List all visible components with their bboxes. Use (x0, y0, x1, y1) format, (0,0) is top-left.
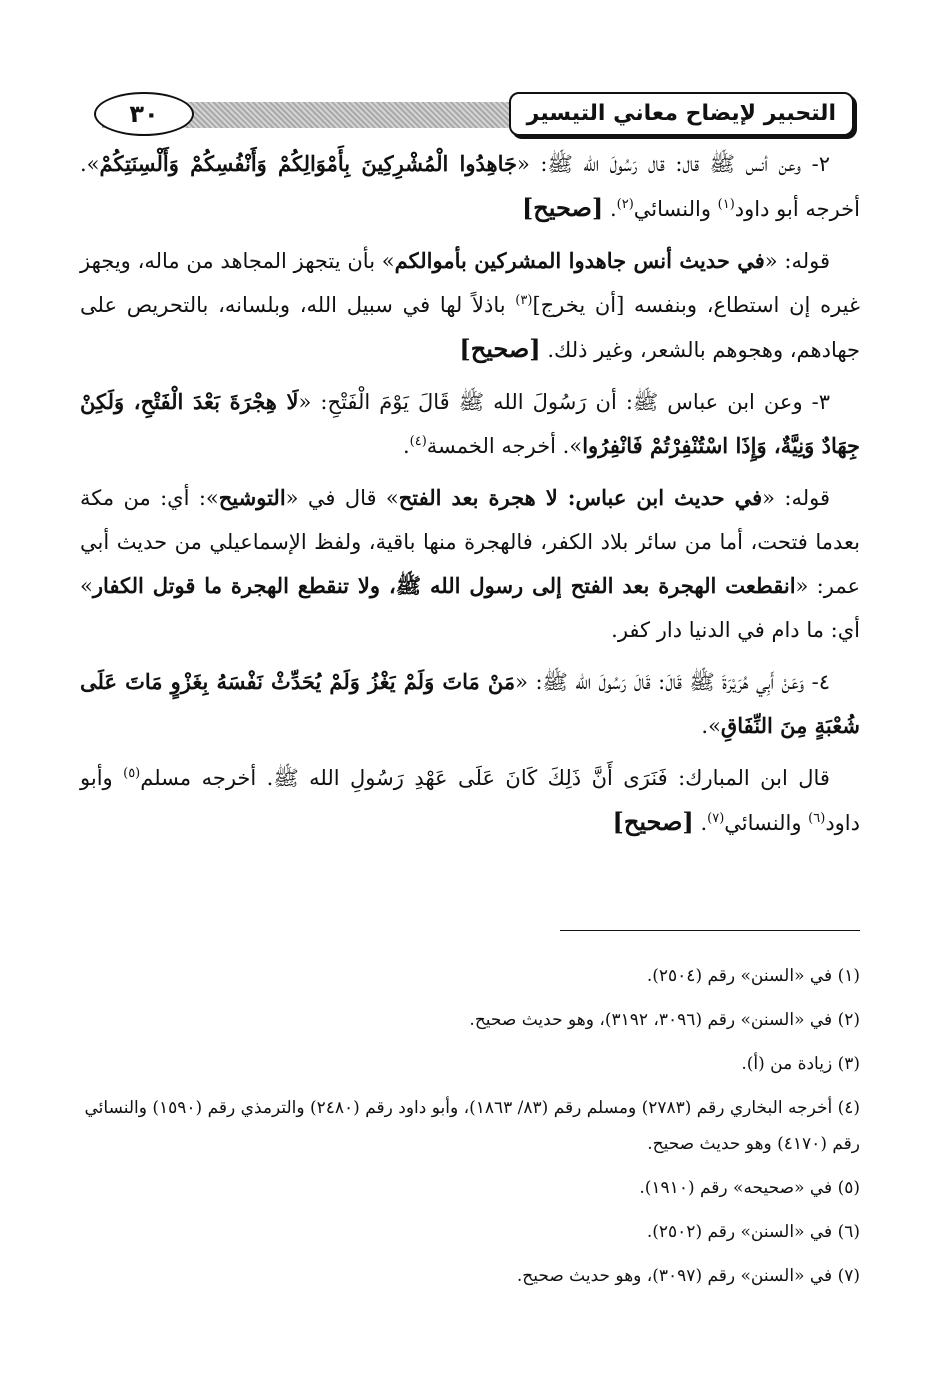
page-number: ٣٠ (94, 92, 194, 136)
hadith-4-paragraph (80, 660, 860, 748)
footnote-ref: (٦) (808, 811, 826, 826)
hadith-2-intro: ٢- وعن أنس ﷺ قال: قال رَسُولَ الله ﷺ: « (516, 152, 830, 176)
commentary-text-2: باذلاً لها في سبيل الله، وبلسانه، بالتحريص على جهادهم، وهجوهم بالشعر، وغير ذلك. (80, 293, 860, 362)
quote-and-source: قال ابن المبارك: فَنَرَى أَنَّ ذَلِكَ كَانَ عَلَى عَهْدِ رَسُولِ الله ﷺ. أخرجه مسلم (140, 766, 830, 790)
hadith-4-intro: ٤- وَعَنْ أَبِي هُرَيْرَةَ ﷺ قَالَ: قَالَ رَسُولَ الله ﷺ: « (515, 670, 830, 694)
grade-label: [صحيح] (612, 807, 694, 836)
hadith-3-intro: ٣- وعن ابن عباس ﷺ: أن رَسُولَ الله ﷺ قَالَ يَوْمَ الْفَتْحِ: « (298, 390, 831, 414)
hadith-3-source: ». أخرجه الخمسة (426, 434, 583, 458)
footnote-ref: (٤) (409, 434, 427, 449)
commentary-quote-2: انقطعت الهجرة بعد الفتح إلى رسول الله ﷺ، ولا تنقطع الهجرة ما قوتل الكفار (92, 573, 796, 598)
footnote-1: (١) في «السنن» رقم (٢٥٠٤). (646, 966, 860, 986)
hadith-4-text: مَنْ مَاتَ وَلَمْ يَغْزُ وَلَمْ يُحَدِّثْ نَفْسَهُ بِغَزْوٍ مَاتَ عَلَى شُعْبَةٍ مِنَ النِّفَاقِ (80, 669, 860, 738)
hadith-2-source: ». أخرجه أبو داود (80, 152, 860, 221)
footnote-divider (560, 930, 860, 931)
page-header (82, 88, 862, 144)
footnote-ref: (١) (717, 197, 735, 212)
punctuation: . (693, 811, 708, 835)
footnote-2: (٢) في «السنن» رقم (٣٠٩٦، ٣١٩٢)، وهو حديث صحيح. (469, 1010, 860, 1030)
commentary-text: » بأن يتجهز المجاهد من ماله، ويجهز غيره إن استطاع، وبنفسه [أن يخرج] (80, 249, 860, 317)
hadith-2-paragraph (80, 142, 860, 231)
footnote-ref: (٣) (515, 293, 533, 308)
source-text-2: والنسائي (724, 811, 809, 835)
main-text (80, 142, 860, 853)
book-title: التحبير لإيضاح معاني التيسير (509, 92, 854, 136)
commentary-quote: في حديث ابن عباس: لا هجرة بعد الفتح (398, 485, 763, 510)
footnote-4: (٤) أخرجه البخاري رقم (٢٧٨٣) ومسلم رقم (٨٣/ ١٨٦٣)، وأبو داود رقم (٢٤٨٠) والترمذي رقم (١٥٩٠) والنسائي رقم (٤١٧٠) وهو حديث صحيح. (84, 1098, 860, 1154)
footnotes (80, 958, 860, 1302)
hadith-2-text: جَاهِدُوا الْمُشْرِكِينَ بِأَمْوَالِكُمْ وَأَنْفُسِكُمْ وَأَلْسِنَتِكُمْ (99, 151, 517, 176)
footnote-7: (٧) في «السنن» رقم (٣٠٩٧)، وهو حديث صحيح. (516, 1266, 860, 1286)
source-book-name: التوشيح (218, 485, 286, 510)
ibn-mubarak-paragraph (80, 756, 860, 845)
commentary-intro: قوله: « (762, 486, 830, 510)
grade-label: [صحيح] (459, 334, 541, 363)
commentary-1-paragraph (80, 239, 860, 372)
footnote-ref: (٧) (707, 811, 725, 826)
commentary-2-paragraph (80, 476, 860, 652)
footnote-6: (٦) في «السنن» رقم (٢٥٠٢). (646, 1222, 860, 1242)
footnote-ref: (٥) (123, 766, 141, 781)
footnote-5: (٥) في «صحيحه» رقم (١٩١٠). (639, 1178, 860, 1198)
source-text: وأبو داود (80, 766, 860, 835)
footnote-3: (٣) زيادة من (أ). (741, 1054, 860, 1074)
footnote-ref: (٢) (616, 197, 634, 212)
commentary-text-3: » أي: ما دام في الدنيا دار كفر. (80, 574, 860, 642)
punctuation: ». (701, 714, 721, 738)
commentary-intro: قوله: « (764, 249, 830, 273)
hadith-2-source-2: والنسائي (633, 197, 718, 221)
punctuation: . (603, 197, 617, 221)
punctuation: . (402, 434, 410, 458)
commentary-quote: في حديث أنس جاهدوا المشركين بأموالكم (394, 248, 765, 273)
hadith-3-paragraph (80, 380, 860, 468)
grade-label: [صحيح] (521, 193, 604, 222)
commentary-text-2: »: أي: من مكة بعدما فتحت، أما من سائر بلاد الكفر، فالهجرة منها باقية، ولفظ الإسماعيلي من حديث أبي عمر: « (80, 486, 860, 598)
hadith-3-text: لَا هِجْرَةَ بَعْدَ الْفَتْحِ، وَلَكِنْ جِهَادٌ وَنِيَّةٌ، وَإِذَا اسْتُنْفِرْتُمْ فَانْفِرُوا (80, 389, 860, 458)
commentary-text: » قال في « (285, 486, 399, 510)
